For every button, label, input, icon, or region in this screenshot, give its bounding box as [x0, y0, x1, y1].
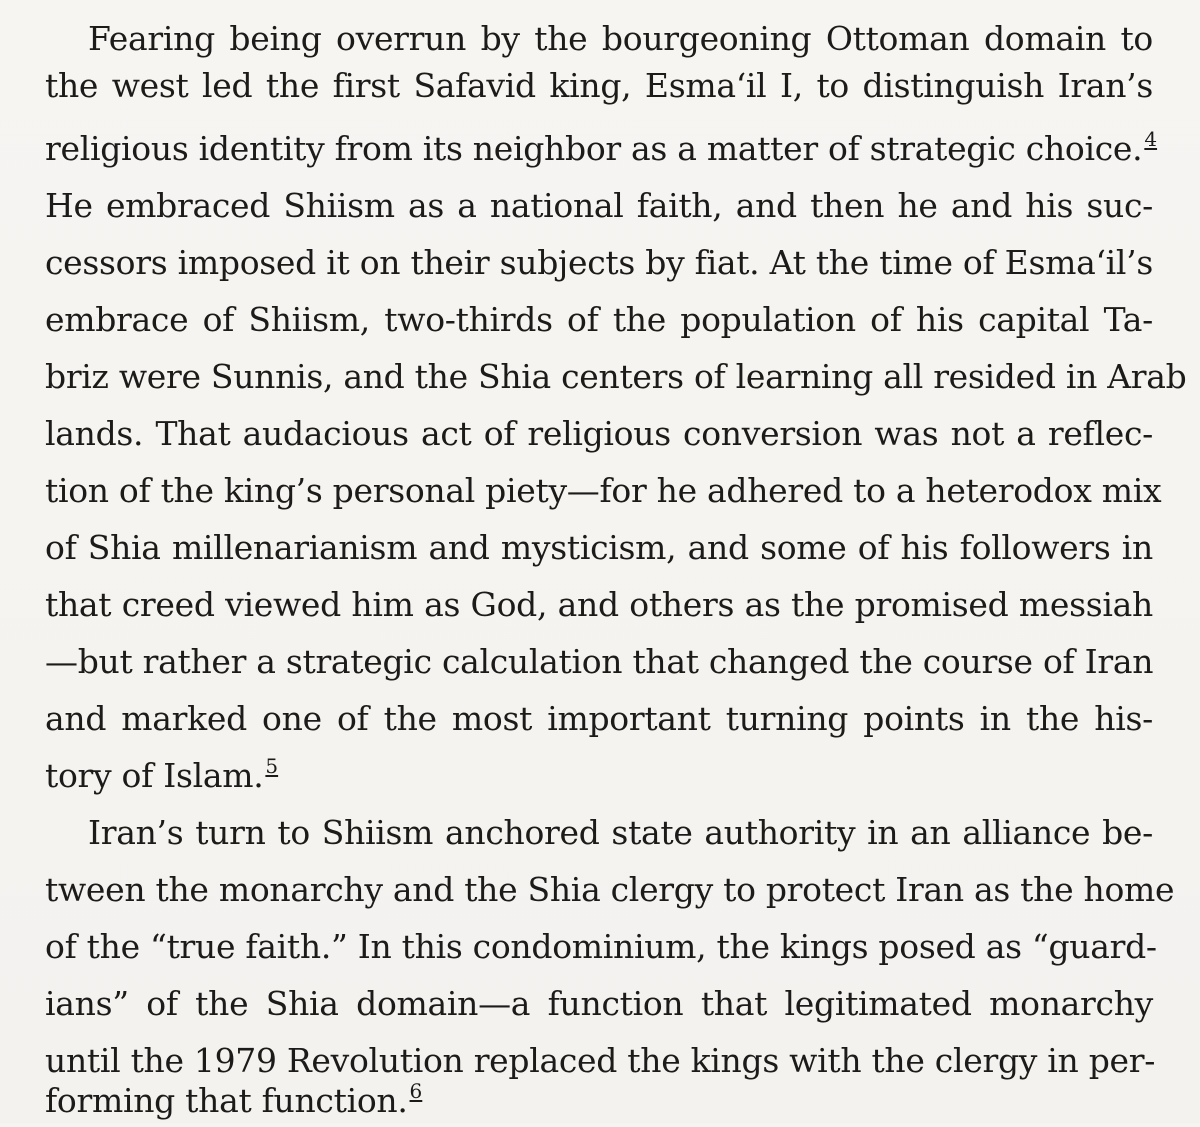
text-line: tion of the king’s personal piety—for he adhered to a heterodox mix	[45, 471, 1162, 510]
text-line: —but rather a strategic calculation that changed the course of Iran	[45, 642, 1154, 681]
text-line	[45, 754, 278, 798]
text-line: that creed viewed him as God, and others as the promised messiah	[45, 585, 1153, 624]
text-line	[45, 127, 1157, 171]
text-line: tween the monarchy and the Shia clergy to protect Iran as the home	[45, 870, 1175, 909]
text-line: until the 1979 Revolution replaced the kings with the clergy in per-	[45, 1041, 1156, 1080]
footnote-marker[interactable]: 5	[265, 754, 279, 778]
text-line: of the “true faith.” In this condominium, the kings posed as “guard-	[45, 927, 1157, 966]
text-line: cessors imposed it on their subjects by fiat. At the time of Esma‘il’s	[45, 243, 1153, 282]
text-line: of Shia millenarianism and mysticism, and some of his followers in	[45, 528, 1153, 567]
footnote-marker[interactable]: 6	[409, 1079, 423, 1103]
text-line-content: tory of Islam.	[45, 756, 264, 795]
footnote-marker[interactable]: 4	[1144, 127, 1158, 151]
text-line: embrace of Shiism, two-thirds of the population of his capital Ta-	[45, 300, 1153, 339]
text-line: Fearing being overrun by the bourgeoning Ottoman domain to	[88, 19, 1153, 58]
text-line-content: religious identity from its neighbor as a matter of strategic choice.	[45, 129, 1143, 168]
text-line: the west led the first Safavid king, Esma‘il I, to distinguish Iran’s	[45, 66, 1153, 105]
text-line-content: forming that function.	[45, 1081, 408, 1120]
text-line: and marked one of the most important turning points in the his-	[45, 699, 1153, 738]
text-line: briz were Sunnis, and the Shia centers of learning all resided in Arab	[45, 357, 1187, 396]
text-line: lands. That audacious act of religious conversion was not a reflec-	[45, 414, 1153, 453]
text-line	[45, 1079, 422, 1123]
text-line: He embraced Shiism as a national faith, and then he and his suc-	[45, 186, 1153, 225]
text-line: Iran’s turn to Shiism anchored state authority in an alliance be-	[88, 813, 1153, 852]
text-line: ians” of the Shia domain—a function that legitimated monarchy	[45, 984, 1153, 1023]
